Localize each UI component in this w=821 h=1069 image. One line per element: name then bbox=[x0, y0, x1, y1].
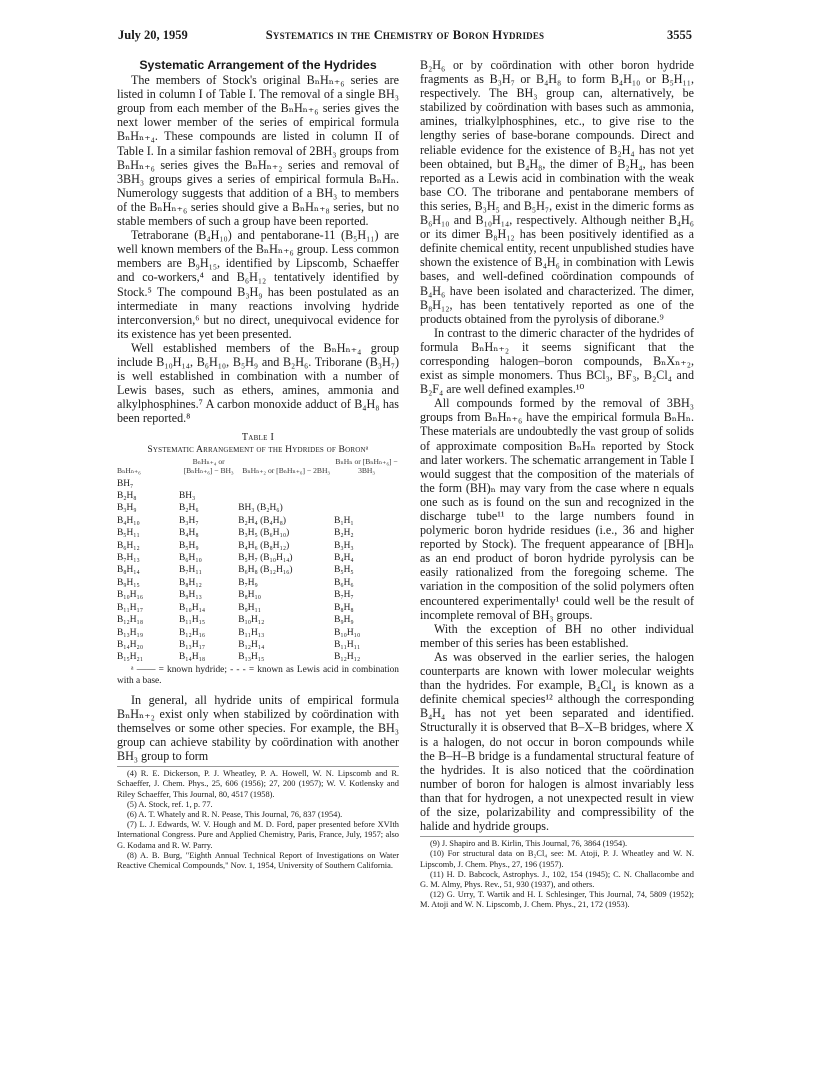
table-cell: BH₇ bbox=[117, 478, 134, 489]
footnote: (11) H. D. Babcock, Astrophys. J., 102, 154 (1945); C. N. Challacombe and G. M. Almy, Phys. Rev., 51, 930 (1937), and others. bbox=[420, 869, 694, 889]
table-cell: B₁₁H₁₃ bbox=[238, 627, 265, 638]
table-cell: B₁₂H₁₂ bbox=[334, 652, 361, 663]
table-cell bbox=[334, 478, 399, 490]
table-cell: B₁₂H₁₈ bbox=[117, 615, 144, 626]
table-cell: B₆H₁₂ bbox=[117, 540, 140, 551]
table-cell: B₁₁H₁₁ bbox=[334, 639, 361, 650]
paragraph: In contrast to the dimeric character of the hydrides of formula BₙHₙ₊₂ it seems significant that the corresponding halogen–boron compounds, BₙXₙ₊₂, exist as simple monomers. Thus BCl₃, BF₃, B₂Cl₄ and B₂F₄ are well defined examples.¹⁰ bbox=[420, 325, 694, 397]
table-cell: B₉H₁₃ bbox=[179, 590, 202, 601]
table-cell: B₁₄H₁₈ bbox=[179, 652, 206, 663]
footnote: (12) G. Urry, T. Wartik and H. I. Schlesinger, This Journal, 74, 5809 (1952); M. Atoji and W. N. Lipscomb, J. Chem. Phys., 21, 172 (1953). bbox=[420, 890, 694, 910]
table-cell: B₁₂H₁₆ bbox=[179, 627, 206, 638]
footnote: (7) L. J. Edwards, W. V. Hough and M. D. Ford, paper presented before XVIth International Congress. Pure and Applied Chemistry, Paris, France, July, 1957; also G. Kodama and R. W. Parry. bbox=[117, 820, 399, 850]
table-header-cell: BₙHₙ₊₄ or [BₙHₙ₊₆] − BH₃ bbox=[183, 457, 234, 476]
paragraph: Well established members of the BₙHₙ₊₄ group include B₁₀H₁₄, B₆H₁₀, B₅H₉ and B₂H₆. Triborane (B₃H₇) is well established in combination with a number of Lewis bases, such as ethers, amines, ammonia and alkylphosphines.⁷ A carbon monoxide adduct of B₄H₈ has been reported.⁸ bbox=[117, 340, 399, 426]
table-cell: B₁₀H₁₄ bbox=[179, 602, 206, 613]
table-cell: B₂H₈ bbox=[117, 491, 137, 502]
table-cell: BH₃ bbox=[179, 491, 196, 502]
table-row bbox=[117, 602, 399, 614]
running-head bbox=[118, 28, 692, 46]
paragraph: The members of Stock's original BₙHₙ₊₆ series are listed in column I of Table I. The removal of a single BH₃ group from each member of the BₙHₙ₊₆ series gives the next lower member of the series of empirical formula BₙHₙ₊₄. These compounds are listed in column II of Table I. In a similar fashion removal of 2BH₃ groups from BₙHₙ₊₆ series gives the BₙHₙ₊₂ series and removal of 3BH₃ groups gives a series of empirical formula BₙHₙ. Numerology suggests that addition of a BH₃ to members of the BₙHₙ₊₆ series should give a BₙHₙ₊₈ series, but no stable members of such a group have been reported. bbox=[117, 73, 399, 229]
table-header-cell: BₙHₙ or [BₙHₙ₊₆] − 3BH₃ bbox=[335, 457, 398, 476]
footnote: (9) J. Shapiro and B. Kirlin, This Journal, 76, 3864 (1954). bbox=[430, 839, 628, 849]
table-cell: B₉H₁₁ bbox=[238, 602, 262, 613]
table-cell: B₈H₁₀ bbox=[238, 590, 262, 601]
table-cell: B₁₄H₂₀ bbox=[117, 639, 144, 650]
table-header-cell: BₙHₙ₊₆ bbox=[117, 466, 141, 476]
table-cell: B₂H₂ bbox=[334, 528, 354, 539]
table-cell: B₂H₄ (B₄H₈) bbox=[238, 515, 286, 526]
table-cell: B₅H₇ (B₁₀H₁₄) bbox=[238, 553, 293, 564]
table-cell: B₂H₆ bbox=[179, 503, 199, 514]
table-row bbox=[117, 577, 399, 589]
table-cell: B₅H₁₁ bbox=[117, 528, 140, 539]
table-cell: B₁₀H₁₀ bbox=[334, 627, 361, 638]
table-cell: B₃H₅ (B₆H₁₀) bbox=[238, 528, 290, 539]
table-cell: B₁₃H₁₅ bbox=[238, 652, 265, 663]
section-title: Systematic Arrangement of the Hydrides bbox=[139, 58, 377, 72]
table-row bbox=[117, 639, 399, 651]
table-row bbox=[117, 478, 399, 490]
table-header-cell: BₙHₙ₊₂ or [BₙHₙ₊₆] − 2BH₃ bbox=[242, 466, 331, 476]
table-cell: B₉H₁₅ bbox=[117, 577, 140, 588]
footnote: (10) For structural data on B₂Cl₄ see: M. Atoji, P. J. Wheatley and W. N. Lipscomb, J. Chem. Phys., 27, 196 (1957). bbox=[420, 849, 694, 869]
table-cell: B₁₀H₁₂ bbox=[238, 615, 265, 626]
table-cell: B₅H₅ bbox=[334, 565, 354, 576]
table-cell: B₇H₁₁ bbox=[179, 565, 202, 576]
table-cell: B₄H₆ (B₈H₁₂) bbox=[238, 540, 290, 551]
footnotes-right bbox=[420, 836, 694, 910]
paragraph: Tetraborane (B₄H₁₀) and pentaborane-11 (B₅H₁₁) are well known members of the BₙHₙ₊₆ group. Less common members are B₉H₁₅, identified by Lipscomb, Schaeffer and co-workers,⁴ and B₆H₁₂ tentatively identified by Stock.⁵ The compound B₃H₉ has been postulated as an intermediate in many reactions involving hydride interconversion,⁶ but no direct, unequivocal evidence for its existence has yet been presented. bbox=[117, 228, 399, 341]
table-cell: B₈H₈ bbox=[334, 602, 354, 613]
table-cell: B₇H₉ bbox=[238, 577, 258, 588]
table-footnote: ᵃ —— = known hydride; - - - = known as Lewis acid in combination with a base. bbox=[117, 664, 399, 686]
table-cell: B₃H₉ bbox=[117, 503, 137, 514]
table-row bbox=[117, 552, 399, 564]
table-cell: B₄H₄ bbox=[334, 553, 354, 564]
table-cell: B₇H₁₃ bbox=[117, 553, 140, 564]
table-cell: B₁₃H₁₇ bbox=[179, 639, 206, 650]
table-title: Systematic Arrangement of the Hydrides of Boronᵃ bbox=[147, 444, 369, 456]
table-cell: B₁₃H₁₉ bbox=[117, 627, 144, 638]
table-cell: B₈H₁₄ bbox=[117, 565, 140, 576]
table-cell: B₁₂H₁₄ bbox=[238, 639, 265, 650]
paragraph: As was observed in the earlier series, the halogen counterparts are known with lower molecular weights than the hydrides. For example, B₄Cl₄ is known as a definite chemical species¹² although the corresponding B₄H₄ has not yet been separated and identified. Structurally it is observed that B–X–B bridges, where X is a halogen, do not occur in boron compounds while the B–H–B bridge is a fundamental structural feature of the hydrides. It is also noticed that the coördination number of boron for halogen is almost invariably less than that for hydrogen, a not unexpected result in view of the size, polarizability and compressibility of the halide and hydride groups. bbox=[420, 649, 694, 834]
table-caption: Table I bbox=[241, 432, 275, 444]
table-cell: B₃H₇ bbox=[179, 515, 199, 526]
table-row bbox=[117, 515, 399, 527]
table-cell: B₁₁H₁₇ bbox=[117, 602, 144, 613]
table-header-row bbox=[117, 458, 399, 477]
running-title: Systematics in the Chemistry of Boron Hydrides bbox=[265, 28, 545, 42]
paragraph: All compounds formed by the removal of 3BH₃ groups from BₙHₙ₊₆ have the empirical formula BₙHₙ. These materials are undoubtedly the vast group of solids of approximate composition BₙHₙ reported by Stock and later workers. The schematic arrangement in Table I would suggest that the composition of the materials of the form (BH)ₙ may vary from the case where n equals one such as is found on the sun and recognized in the discharge tube¹¹ to the large numbers found in polymeric boron hydride residues (i.e., 36 and higher reported by Stock). The frequent appearance of [BH]ₙ as an end product of boron hydride pyrolysis can be easily rationalized from the foregoing scheme. The variation in the composition of the solid polymers often encountered experimentally¹ could well be the result of incomplete removal of BH₃ groups. bbox=[420, 396, 694, 622]
table-row bbox=[117, 502, 399, 514]
page-number: 3555 bbox=[667, 28, 692, 42]
table-row bbox=[117, 490, 399, 502]
footnote: (6) A. T. Whately and R. N. Pease, This Journal, 76, 837 (1954). bbox=[127, 810, 343, 819]
table-cell: B₈H₁₂ bbox=[179, 577, 202, 588]
table-row bbox=[117, 627, 399, 639]
footnote: (8) A. B. Burg, "Eighth Annual Technical Report of Investigations on Water Reactive Chemical Compounds," Nov. 1, 1954, University of Southern California. bbox=[117, 850, 399, 871]
table-cell: B₆H₆ bbox=[334, 577, 354, 588]
table-cell: B₃H₃ bbox=[334, 540, 354, 551]
table-row bbox=[117, 527, 399, 539]
table-row bbox=[117, 589, 399, 601]
right-column bbox=[420, 58, 694, 911]
table-cell bbox=[238, 490, 334, 502]
table-row bbox=[117, 651, 399, 663]
table-cell: B₁H₁ bbox=[334, 515, 354, 526]
table-cell: B₇H₇ bbox=[334, 590, 354, 601]
table-cell: B₉H₉ bbox=[334, 615, 354, 626]
table-cell bbox=[334, 490, 399, 502]
table-cell: B₅H₉ bbox=[179, 540, 199, 551]
footnote: (5) A. Stock, ref. 1, p. 77. bbox=[127, 799, 213, 809]
table-cell: B₆H₁₀ bbox=[179, 553, 202, 564]
table-cell bbox=[179, 478, 238, 490]
paragraph: In general, all hydride units of empirical formula BₙHₙ₊₂ exist only when stabilized by coördination with themselves or some other species. For example, the BH₃ group can achieve stability by coördination with another BH₃ group to form bbox=[117, 692, 399, 764]
table-cell: B₁₁H₁₅ bbox=[179, 615, 206, 626]
table-row bbox=[117, 564, 399, 576]
hydride-table bbox=[117, 458, 399, 663]
table-cell bbox=[334, 502, 399, 514]
table-cell bbox=[238, 478, 334, 490]
table-cell: B₁₀H₁₆ bbox=[117, 590, 144, 601]
paragraph: With the exception of BH no other individual member of this series has been established. bbox=[420, 621, 694, 650]
table-cell: B₄H₁₀ bbox=[117, 515, 140, 526]
left-column bbox=[117, 58, 399, 871]
footnote: (4) R. E. Dickerson, P. J. Wheatley, P. A. Howell, W. N. Lipscomb and R. Schaeffer, J. Chem. Phys., 25, 606 (1956); 27, 200 (1957); W. V. Kotlensky and Riley Schaeffer, This Journal, 80, 4517 (1958). bbox=[117, 769, 399, 799]
table-cell: B₄H₈ bbox=[179, 528, 199, 539]
table-row bbox=[117, 614, 399, 626]
table-row bbox=[117, 540, 399, 552]
paragraph: B₂H₆ or by coördination with other boron hydride fragments as B₃H₇ or B₄H₈ to form B₄H₁₀ or B₅H₁₁, respectively. The BH₃ group can, alternatively, be stabilized by coördination with bases such as ammonia, amines, trialkylphosphines, etc., to give rise to the lengthy series of base-borane compounds. Direct and reliable evidence for the existence of B₂H₄ has not yet been obtained, but B₄H₈, the dimer of B₂H₄, has been reported as a Lewis acid in combination with the weak base CO. The triborane and pentaborane members of this series, B₃H₅ and B₅H₇, exist in the dimeric forms as B₆H₁₀ and B₁₀H₁₄, respectively. Although neither B₄H₆ or its dimer B₈H₁₂ has been positively identified as a definite chemical entity, recent unpublished studies have shown the existence of B₄H₆ in combination with Lewis bases, and well-defined coördination compounds of B₄H₆ have been isolated and characterized. The dimer, B₈H₁₂, has been tentatively reported as one of the products obtained from the pyrolysis of diborane.⁹ bbox=[420, 58, 694, 326]
table-cell: BH₃ (B₂H₆) bbox=[238, 503, 283, 514]
issue-date: July 20, 1959 bbox=[118, 28, 188, 42]
table-cell: B₆H₈ (B₁₂H₁₆) bbox=[238, 565, 293, 576]
footnotes-left bbox=[117, 766, 399, 871]
table-cell: B₁₅H₂₁ bbox=[117, 652, 144, 663]
